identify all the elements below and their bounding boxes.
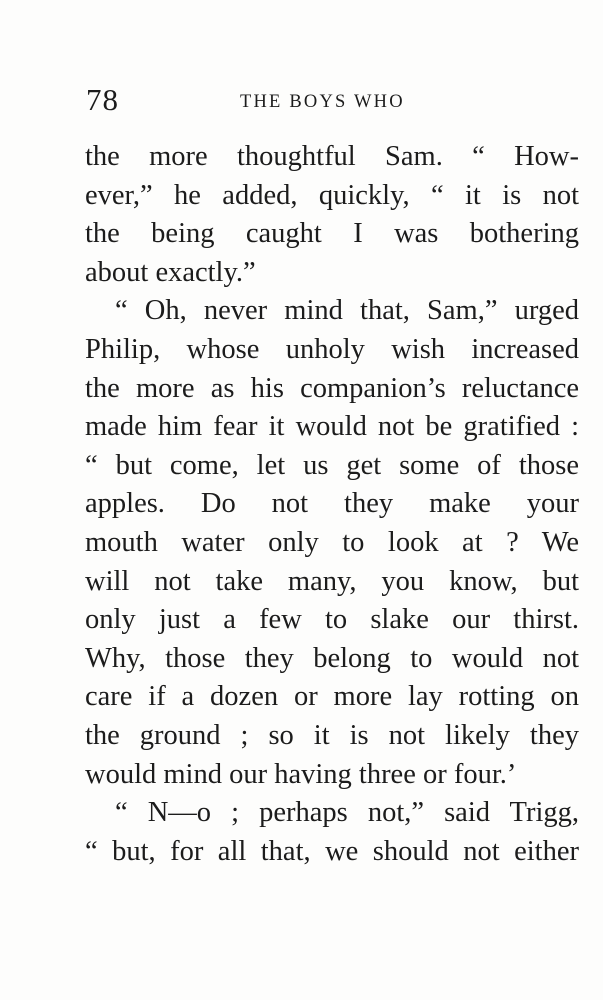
- text-line: mouth water only to look at ? We: [85, 526, 579, 558]
- text-line: will not take many, you know, but: [85, 565, 579, 597]
- body-text: [85, 138, 579, 871]
- text-line: the being caught I was bothering: [85, 218, 579, 250]
- text-line: made him fear it would not be gratified :: [85, 411, 579, 443]
- text-line: about exactly.”: [85, 256, 256, 288]
- text-line: would mind our having three or four.’: [85, 758, 517, 790]
- text-line: “ N—o ; perhaps not,” said Trigg,: [115, 797, 579, 829]
- text-line: Why, those they belong to would not: [85, 642, 579, 674]
- text-line: “ Oh, never mind that, Sam,” urged: [115, 295, 579, 327]
- text-line: the more thoughtful Sam. “ How-: [85, 141, 579, 172]
- text-line: the more as his companion’s reluctance: [85, 372, 579, 404]
- running-head: THE BOYS WHO: [240, 92, 405, 112]
- text-line: “ but, for all that, we should not either: [85, 835, 579, 867]
- text-line: only just a few to slake our thirst.: [85, 604, 579, 636]
- page-header: [86, 82, 578, 122]
- text-line: “ but come, let us get some of those: [85, 449, 579, 481]
- text-line: ever,” he added, quickly, “ it is not: [85, 179, 579, 211]
- text-line: Philip, whose unholy wish increased: [85, 333, 579, 365]
- text-line: apples. Do not they make your: [85, 488, 579, 520]
- text-line: the ground ; so it is not likely they: [85, 719, 579, 751]
- text-line: care if a dozen or more lay rotting on: [85, 681, 579, 713]
- page-number: 78: [86, 82, 119, 117]
